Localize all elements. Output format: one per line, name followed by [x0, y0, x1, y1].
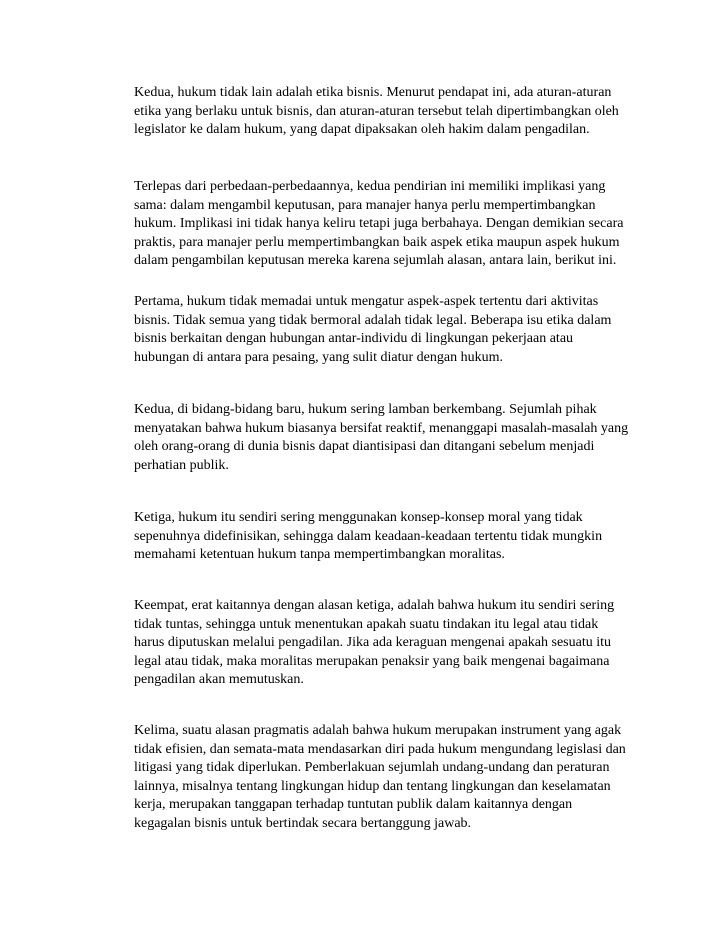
paragraph-ketiga: [134, 509, 654, 565]
text-line: harus diputuskan melalui pengadilan. Jika ada keraguan mengenai apakah sesuatu itu: [134, 635, 612, 650]
text-line: lainnya, misalnya tentang lingkungan hidup dan tentang lingkungan dan keselamatan: [134, 778, 611, 794]
text-line: perhatian publik.: [134, 457, 229, 473]
text-line: dalam pengambilan keputusan mereka karena sejumlah alasan, antara lain, berikut ini.: [134, 253, 617, 268]
text-line: kegagalan bisnis untuk bertindak secara bertanggung jawab.: [134, 815, 472, 831]
paragraph-keempat: [134, 597, 654, 690]
text-line: pengadilan akan memutuskan.: [134, 672, 304, 687]
text-line: oleh orang-orang di dunia bisnis dapat diantisipasi dan ditangani sebelum menjadi: [134, 439, 595, 454]
text-line: Kedua, di bidang-bidang baru, hukum sering lamban berkembang. Sejumlah pihak: [134, 402, 597, 417]
text-line: sama: dalam mengambil keputusan, para manajer hanya perlu mempertimbangkan: [134, 197, 596, 213]
text-line: tidak efisien, dan semata-mata mendasarkan diri pada hukum mengundang legislasi dan: [134, 741, 626, 757]
text-line: Pertama, hukum tidak memadai untuk mengatur aspek-aspek tertentu dari aktivitas: [134, 294, 599, 309]
paragraph-terlepas: [134, 178, 654, 271]
paragraph-kedua-bidang-baru: [134, 401, 654, 475]
text-line: menyatakan bahwa hukum biasanya bersifat reaktif, menanggapi masalah-masalah yang: [134, 420, 629, 436]
text-line: bisnis. Tidak semua yang tidak bermoral adalah tidak legal. Beberapa isu etika dalam: [134, 312, 612, 328]
text-line: kerja, merupakan tanggapan terhadap tuntutan publik dalam kaitannya dengan: [134, 797, 573, 812]
text-line: etika yang berlaku untuk bisnis, dan aturan-aturan tersebut telah dipertimbangkan oleh: [134, 103, 619, 119]
text-line: Kelima, suatu alasan pragmatis adalah bahwa hukum merupakan instrument yang agak: [134, 723, 622, 738]
text-line: memahami ketentuan hukum tanpa mempertimbangkan moralitas.: [134, 547, 505, 562]
paragraph-kelima: [134, 722, 654, 833]
text-line: sepenuhnya didefinisikan, sehingga dalam keadaan-keadaan tertentu tidak mungkin: [134, 528, 603, 544]
text-line: legislator ke dalam hukum, yang dapat dipaksakan oleh hakim dalam pengadilan.: [134, 122, 590, 137]
text-line: Keempat, erat kaitannya dengan alasan ketiga, adalah bahwa hukum itu sendiri sering: [134, 598, 615, 613]
paragraph-kedua-etika-bisnis: [134, 84, 654, 140]
text-line: Terlepas dari perbedaan-perbedaannya, kedua pendirian ini memiliki implikasi yang: [134, 179, 606, 194]
text-line: tidak tuntas, sehingga untuk menentukan apakah suatu tindakan itu legal atau tidak: [134, 616, 599, 632]
paragraph-pertama: [134, 293, 654, 367]
text-line: legal atau tidak, maka moralitas merupakan penaksir yang baik mengenai bagaimana: [134, 653, 610, 669]
text-line: hubungan di antara para pesaing, yang sulit diatur dengan hukum.: [134, 349, 503, 365]
text-line: Kedua, hukum tidak lain adalah etika bisnis. Menurut pendapat ini, ada aturan-aturan: [134, 85, 612, 100]
text-line: bisnis berkaitan dengan hubungan antar-individu di lingkungan pekerjaan atau: [134, 331, 574, 346]
text-line: Ketiga, hukum itu sendiri sering menggunakan konsep-konsep moral yang tidak: [134, 510, 583, 525]
text-line: hukum. Implikasi ini tidak hanya keliru tetapi juga berbahaya. Dengan demikian secara: [134, 216, 624, 231]
text-line: praktis, para manajer perlu mempertimbangkan baik aspek etika maupun aspek hukum: [134, 234, 620, 250]
text-line: litigasi yang tidak diperlukan. Pemberlakuan sejumlah undang-undang dan peraturan: [134, 760, 610, 775]
